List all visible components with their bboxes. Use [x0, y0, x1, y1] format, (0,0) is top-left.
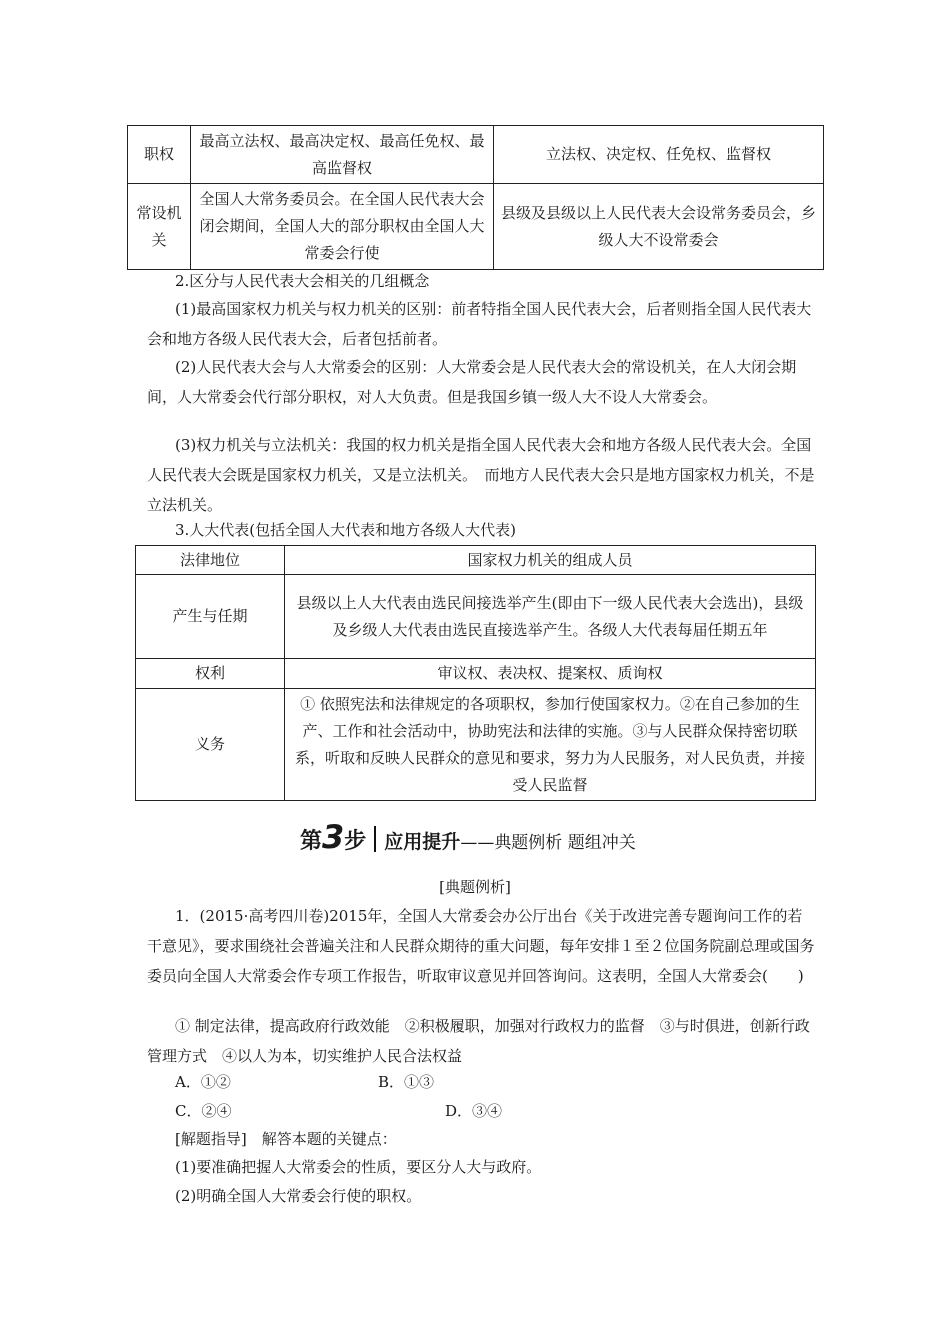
section-2-paragraph-3: (3)权力机关与立法机关：我国的权力机关是指全国人民代表大会和地方各级人民代表大会。全国人民代表大会既是国家权力机关，又是立法机关。 而地方人民代表大会只是地方国家权力机关，不是立法机关。	[147, 436, 815, 514]
table-cell-value: 县级以上人大代表由选民间接选举产生(即由下一级人民代表大会选出)，县级及乡级人大代表由选民直接选举产生。各级人大代表每届任期五年	[285, 575, 816, 659]
question-text: 1．(2015·高考四川卷)2015年，全国人大常委会办公厅出台《关于改进完善专题询问工作的若干意见》，要求围绕社会普遍关注和人民群众期待的重大问题，每年安排１至２位国务院副总理或国务委员向全国人大常委会作专项工作报告，听取审议意见并回答询问。这表明，全国人大常委会( )	[147, 907, 815, 985]
option-c: C．②④	[175, 1102, 232, 1120]
question-statements: ① 制定法律，提高政府行政效能 ②积极履职，加强对行政权力的监督 ③与时俱进，创新行政管理方式 ④以人为本，切实维护人民合法权益	[147, 1017, 810, 1065]
table-cell-national: 全国人大常务委员会。在全国人民代表大会闭会期间，全国人大的部分职权由全国人大常委会行使	[191, 184, 494, 270]
step-prefix: 第	[300, 829, 323, 854]
key-point-2: (2)明确全国人大常委会行使的职权。	[175, 1187, 422, 1205]
table-cell-local: 县级及县级以上人民代表大会设常务委员会，乡级人大不设常委会	[494, 184, 824, 270]
solution-guide: [解题指导] 解答本题的关键点：	[175, 1130, 397, 1148]
option-a: A．①②	[175, 1073, 231, 1091]
table-cell-value: ① 依照宪法和法律规定的各项职权，参加行使国家权力。②在自己参加的生产、工作和社会活动中，协助宪法和法律的实施。③与人民群众保持密切联系，听取和反映人民群众的意见和要求，努力为人民服务，对人民负责，并接受人民监督	[285, 689, 816, 801]
table-cell-local: 立法权、决定权、任免权、监督权	[494, 126, 824, 184]
step-suffix: 步	[344, 829, 367, 854]
deputies-table	[135, 545, 816, 801]
step-subtitle: ——典题例析 题组冲关	[460, 833, 636, 853]
table-cell-value: 审议权、表决权、提案权、质询权	[285, 659, 816, 689]
option-d: D．③④	[445, 1102, 503, 1120]
section-2-paragraph-1: (1)最高国家权力机关与权力机关的区别：前者特指全国人民代表大会，后者则指全国人民代表大会和地方各级人民代表大会，后者包括前者。	[147, 300, 812, 348]
section-2-title: 2.区分与人民代表大会相关的几组概念	[175, 272, 430, 290]
step-heading	[300, 818, 720, 858]
table-cell-label: 常设机关	[128, 184, 191, 270]
step-title: 应用提升	[384, 831, 461, 853]
table-cell-label: 产生与任期	[136, 575, 285, 659]
table-cell-label: 权利	[136, 659, 285, 689]
table-cell-label: 义务	[136, 689, 285, 801]
key-point-1: (1)要准确把握人大常委会的性质，要区分人大与政府。	[175, 1158, 542, 1176]
step-number: 3	[322, 818, 345, 856]
powers-comparison-table	[127, 125, 824, 270]
table-cell-value: 国家权力机关的组成人员	[285, 546, 816, 575]
section-3-title: 3.人大代表(包括全国人大代表和地方各级人大代表)	[175, 521, 517, 539]
example-header: [典题例析]	[439, 878, 511, 896]
table-cell-national: 最高立法权、最高决定权、最高任免权、最高监督权	[191, 126, 494, 184]
section-2-paragraph-2: (2)人民代表大会与人大常委会的区别：人大常委会是人民代表大会的常设机关，在人大闭会期间，人大常委会代行部分职权，对人大负责。但是我国乡镇一级人大不设人大常委会。	[147, 358, 797, 406]
heading-divider	[374, 826, 376, 852]
option-b: B．①③	[378, 1073, 435, 1091]
table-cell-label: 法律地位	[136, 546, 285, 575]
table-cell-label: 职权	[128, 126, 191, 184]
